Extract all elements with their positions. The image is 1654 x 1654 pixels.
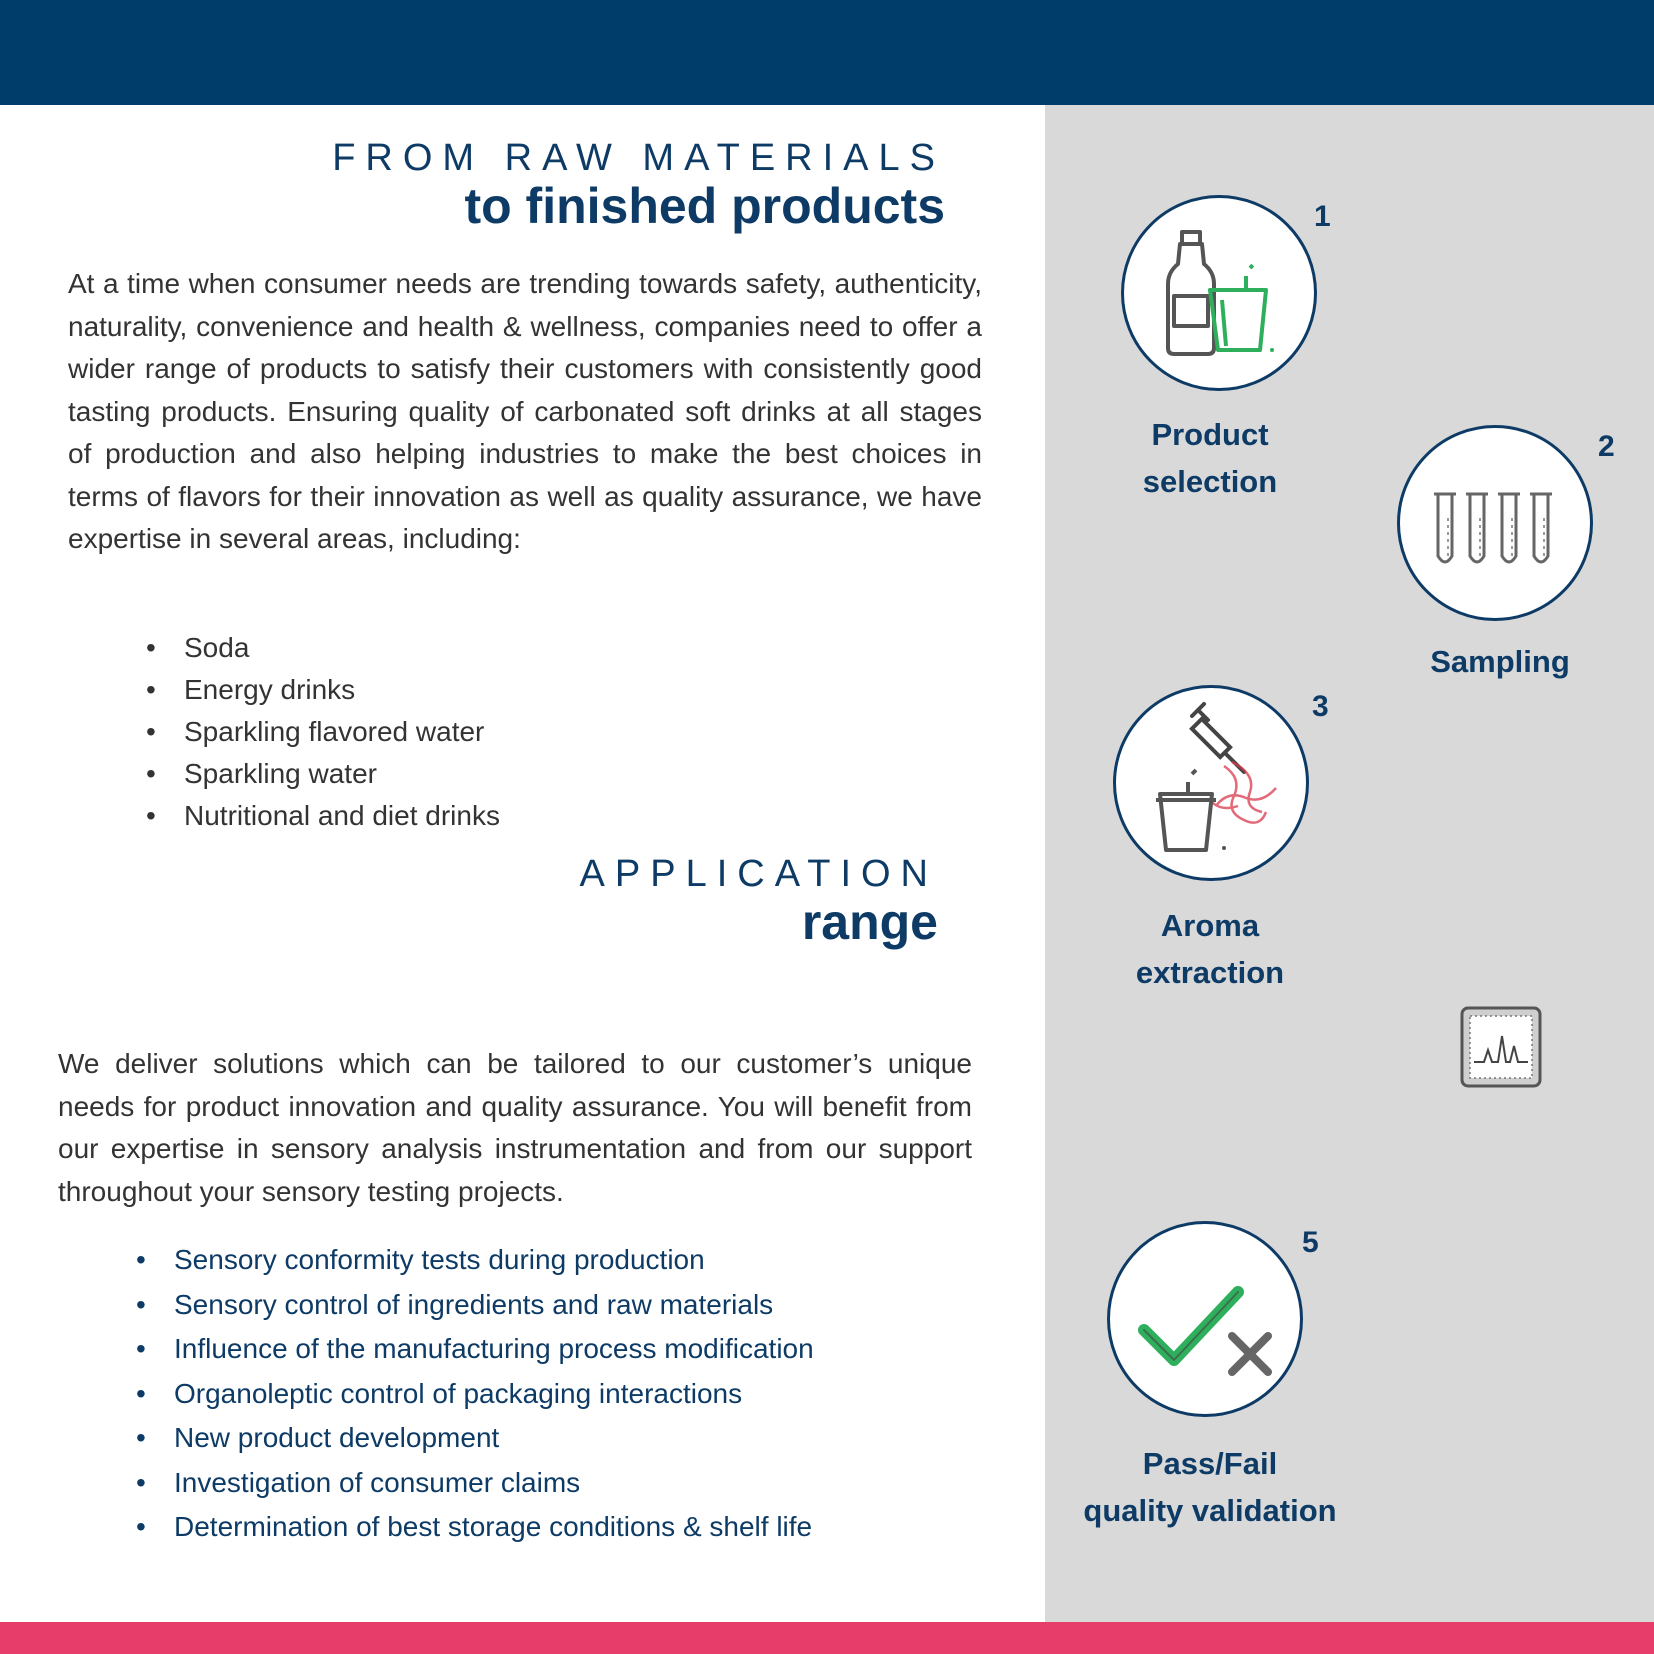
section-heading-application-range [300, 854, 938, 950]
top-header-band [0, 0, 1654, 105]
list-item: • Soda [146, 627, 500, 669]
drink-types-list [146, 627, 500, 837]
list-item: • Sensory conformity tests during production [136, 1238, 814, 1283]
step-2-label [1350, 638, 1650, 685]
step-5-number: 5 [1302, 1226, 1319, 1259]
label-line: selection [1142, 464, 1278, 499]
step-5-label [1060, 1440, 1360, 1534]
step-1-label [1060, 411, 1360, 505]
application-list [136, 1238, 814, 1550]
list-item: • Sparkling water [146, 753, 500, 795]
list-item: • Sparkling flavored water [146, 711, 500, 753]
step-2-number: 2 [1598, 430, 1615, 463]
label-line: Product [1151, 417, 1269, 452]
step-3-label [1060, 902, 1360, 996]
list-item: • Nutritional and diet drinks [146, 795, 500, 837]
step-2-circle [1397, 425, 1593, 621]
list-item: • Influence of the manufacturing process modification [136, 1327, 814, 1372]
label-line: Pass/Fail [1142, 1446, 1278, 1481]
step-1-number: 1 [1314, 200, 1331, 233]
step-1-circle [1121, 195, 1317, 391]
list-item: • Organoleptic control of packaging interactions [136, 1372, 814, 1417]
chromatogram-icon [1460, 1006, 1542, 1088]
list-item: • Sensory control of ingredients and raw materials [136, 1283, 814, 1328]
heading-title: range [801, 894, 938, 950]
step-3-circle [1113, 685, 1309, 881]
test-tubes-icon [1400, 428, 1596, 624]
heading-kicker: FROM RAW MATERIALS [332, 137, 945, 179]
heading-kicker: APPLICATION [579, 853, 938, 895]
syringe-aroma-icon [1116, 688, 1312, 884]
bottle-and-cup-icon [1124, 198, 1320, 394]
section-heading-raw-materials [300, 138, 945, 234]
application-paragraph: We deliver solutions which can be tailored to our customer’s unique needs for product innovation and quality assurance. You will benefit from our expertise in sensory analysis instrumentation and from our support throughout your sensory testing projects. [58, 1048, 972, 1207]
label-line: Sampling [1430, 644, 1570, 679]
check-and-cross-icon [1110, 1224, 1306, 1420]
label-line: quality validation [1083, 1493, 1337, 1528]
intro-paragraph: At a time when consumer needs are trending towards safety, authenticity, naturality, convenience and health & wellness, companies need to offer a wider range of products to satisfy their customers with consistently good tasting products. Ensuring quality of carbonated soft drinks at all stages of production and also helping industries to make the best choices in terms of flavors for their innovation as well as quality assurance, we have expertise in several areas, including: [68, 268, 982, 554]
step-3-number: 3 [1312, 690, 1329, 723]
list-item: • Energy drinks [146, 669, 500, 711]
list-item: • Investigation of consumer claims [136, 1461, 814, 1506]
label-line: extraction [1135, 955, 1285, 990]
list-item: • Determination of best storage conditions & shelf life [136, 1505, 814, 1550]
list-item: • New product development [136, 1416, 814, 1461]
label-line: Aroma [1160, 908, 1260, 943]
heading-title: to finished products [464, 178, 945, 234]
step-5-circle [1107, 1221, 1303, 1417]
bottom-footer-band [0, 1622, 1654, 1654]
